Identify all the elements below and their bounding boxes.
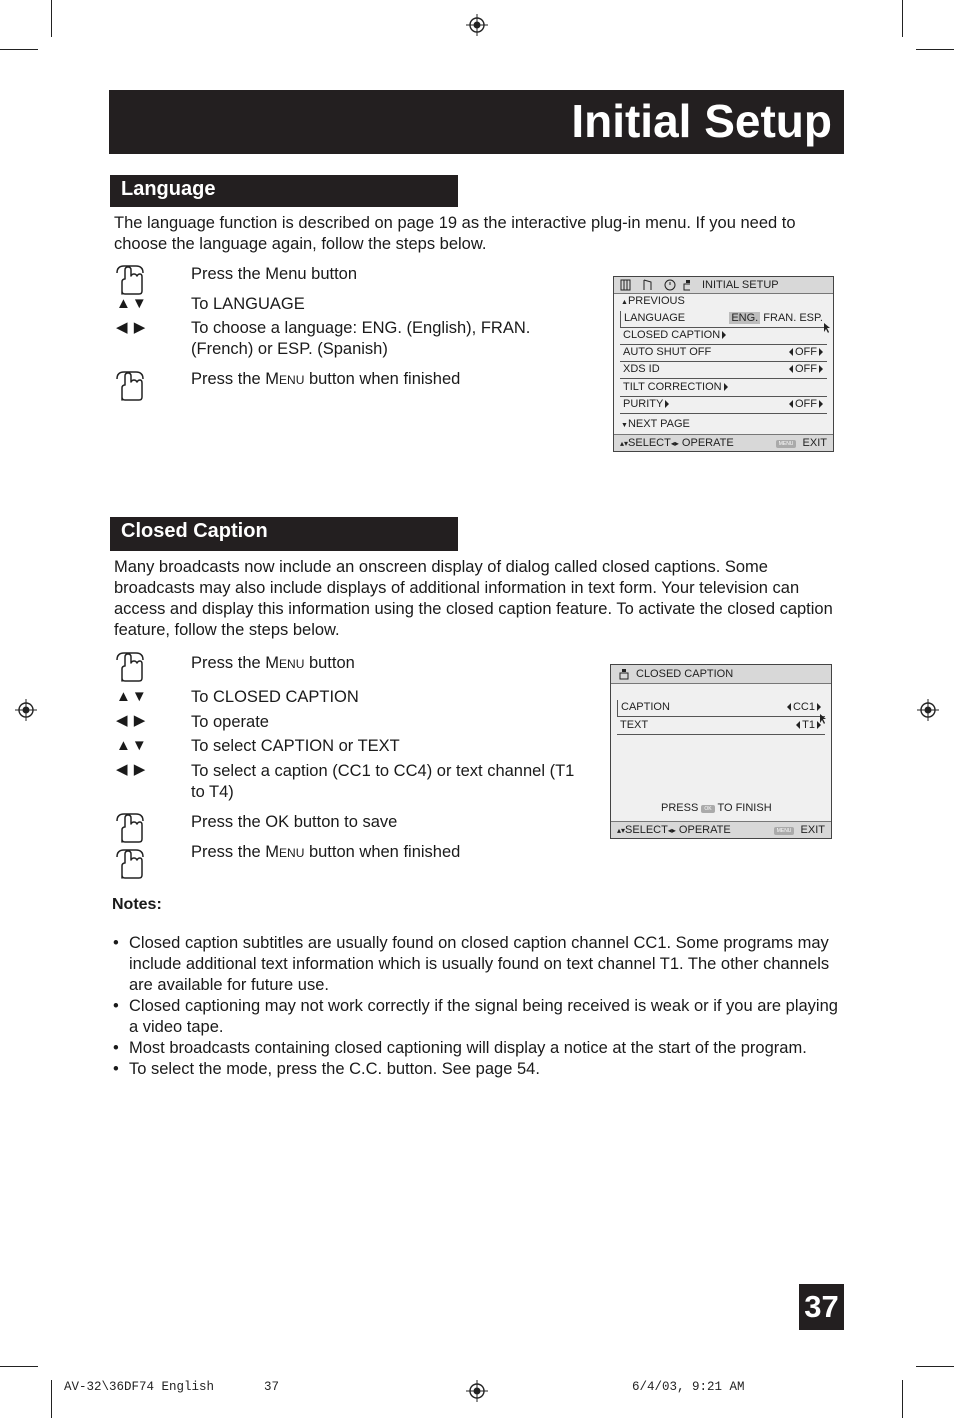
slug-file: AV-32\36DF74 English — [64, 1380, 215, 1394]
slug-datetime: 6/4/03, 9:21 AM — [632, 1380, 745, 1394]
notes-list — [112, 933, 847, 1080]
osd-press-to-finish: PRESS OK TO FINISH — [661, 802, 772, 814]
osd-header-title: CLOSED CAPTION — [636, 668, 734, 680]
crop-mark — [0, 1366, 38, 1367]
crop-mark — [902, 1380, 903, 1418]
osd-row-auto-shut-off: AUTO SHUT OFF OFF — [620, 345, 827, 362]
osd-row-caption: CAPTION CC1 — [617, 700, 825, 717]
osd-tab-icons — [620, 279, 690, 291]
step-text: To select CAPTION or TEXT — [191, 737, 400, 755]
cursor-pointer-icon — [822, 322, 832, 334]
osd-row-language: LANGUAGE ENG. FRAN. ESP. — [620, 311, 827, 328]
list-item: • To select the mode, press the C.C. button. See page 54. — [112, 1059, 847, 1080]
up-down-arrows-icon: ▲▼ — [116, 295, 148, 312]
crop-mark — [916, 1366, 954, 1367]
step-text: To LANGUAGE — [191, 295, 305, 313]
osd-closed-caption-menu — [610, 664, 832, 839]
left-right-arrows-icon: ◀ ▶ — [116, 319, 147, 336]
section-heading-language — [110, 175, 458, 207]
step-text: Press the Menu button — [191, 265, 358, 283]
registration-mark-icon — [15, 699, 37, 721]
osd-header-title: INITIAL SETUP — [702, 279, 779, 291]
list-item: • Closed captioning may not work correctly if the signal being received is weak or if you are playing a video tape. — [112, 996, 847, 1038]
crop-mark — [51, 0, 52, 37]
osd-previous: ▲PREVIOUS — [621, 295, 685, 307]
hand-press-icon — [113, 369, 147, 403]
page-number: 37 — [799, 1284, 844, 1330]
registration-mark-icon — [466, 14, 488, 36]
list-item: • Closed caption subtitles are usually found on closed caption channel CC1. Some programs may include additional text information which is usually found on text channel T1. The other channels are available for future use. — [112, 933, 847, 996]
hand-press-icon — [113, 811, 147, 845]
page-title-bar — [109, 90, 844, 154]
page-title: Initial Setup — [571, 95, 832, 147]
crop-mark — [0, 49, 38, 50]
step-text: Press the Menu button when finished — [191, 843, 461, 861]
ok-key-icon: OK — [701, 805, 714, 813]
step-text: Press the Menu button when finished — [191, 370, 461, 388]
up-down-arrows-icon: ▲▼ — [116, 737, 148, 754]
hand-press-icon — [113, 847, 147, 881]
crop-mark — [902, 0, 903, 37]
step-text: Press the OK button to save — [191, 813, 398, 831]
registration-mark-icon — [917, 699, 939, 721]
step-text: To select a caption (CC1 to CC4) or text channel (T1 to T4) — [191, 762, 575, 801]
osd-footer: ▴▾SELECT◂▸ OPERATE MENU EXIT — [611, 821, 831, 838]
list-item: • Most broadcasts containing closed captioning will display a notice at the start of the program. — [112, 1038, 847, 1059]
osd-row-xds-id: XDS ID OFF — [620, 362, 827, 379]
crop-mark — [916, 49, 954, 50]
step-text: To operate — [191, 713, 269, 731]
language-intro: The language function is described on page 19 as the interactive plug-in menu. If you need to choose the language again, follow the steps below. — [114, 214, 796, 253]
hand-press-icon — [113, 650, 147, 684]
osd-initial-setup-menu — [613, 276, 834, 452]
osd-header — [614, 277, 833, 294]
osd-row-text: TEXT T1 — [617, 718, 825, 735]
menu-key-icon: MENU — [774, 827, 795, 835]
registration-mark-icon — [466, 1380, 488, 1402]
section-heading-text: Language — [121, 178, 216, 200]
crop-mark — [51, 1380, 52, 1418]
closed-caption-intro: Many broadcasts now include an onscreen display of dialog called closed captions. Some broadcasts may also include displays of additional information in text form. Your television can access and display this information using the closed caption feature. To activate the closed caption feature, follow the steps below. — [114, 558, 833, 639]
osd-next-page: ▼NEXT PAGE — [621, 418, 690, 430]
osd-row-purity: PURITY OFF — [620, 397, 827, 414]
step-text: Press the Menu button — [191, 654, 355, 672]
step-text: To choose a language: ENG. (English), FRAN. (French) or ESP. (Spanish) — [191, 319, 531, 358]
lock-icon — [619, 668, 629, 680]
cursor-pointer-icon — [818, 713, 828, 725]
slug-page: 37 — [264, 1380, 280, 1394]
notes-heading: Notes: — [112, 896, 162, 913]
up-down-arrows-icon: ▲▼ — [116, 688, 148, 705]
section-heading-text: Closed Caption — [121, 520, 268, 542]
menu-key-icon: MENU — [776, 440, 797, 448]
left-right-arrows-icon: ◀ ▶ — [116, 761, 147, 778]
hand-press-icon — [113, 263, 147, 297]
section-heading-closed-caption — [110, 517, 458, 551]
osd-row-closed-caption: CLOSED CAPTION — [620, 328, 827, 345]
osd-row-tilt-correction: TILT CORRECTION — [620, 380, 827, 397]
left-right-arrows-icon: ◀ ▶ — [116, 712, 147, 729]
osd-footer: ▴▾SELECT◂▸ OPERATE MENU EXIT — [614, 434, 833, 451]
step-text: To CLOSED CAPTION — [191, 688, 359, 706]
osd-header — [611, 665, 831, 684]
